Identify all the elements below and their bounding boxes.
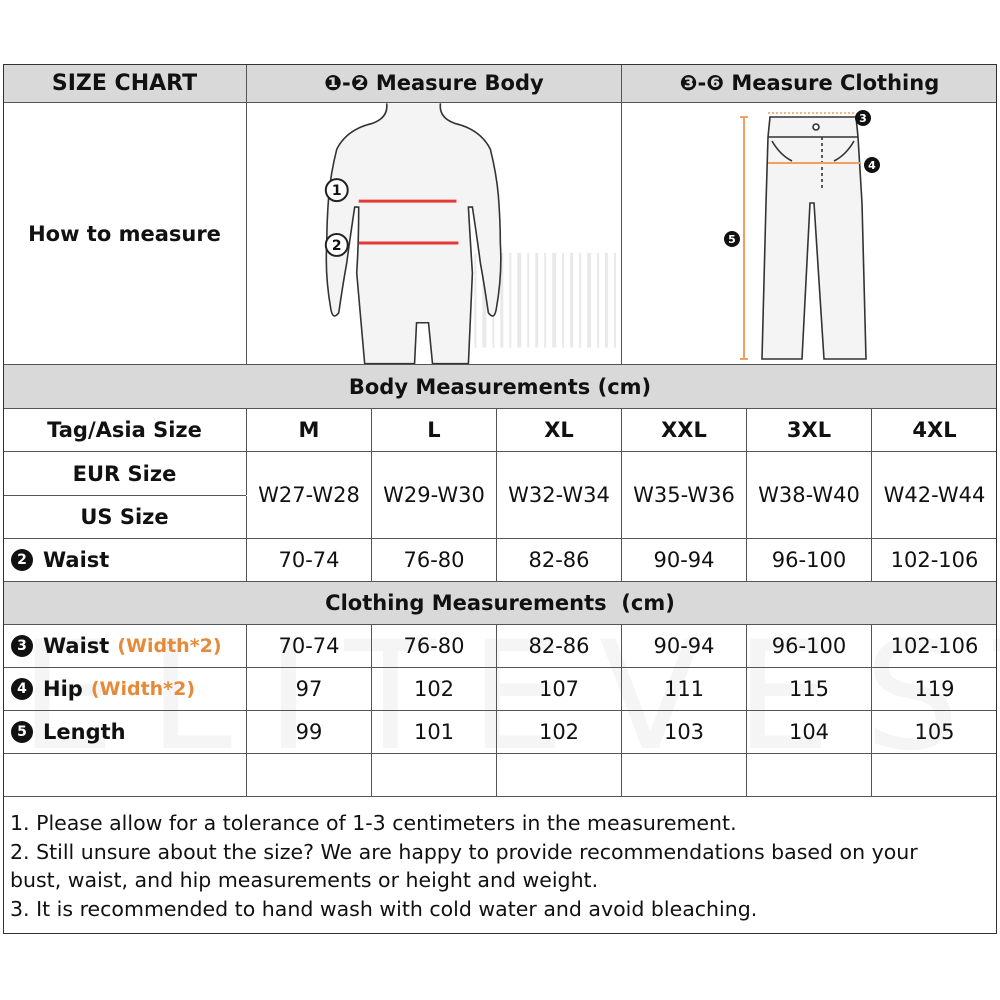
clothing-length-value: 104 (747, 711, 872, 753)
clothing-waist-value: 102-106 (890, 634, 979, 658)
body-marker-2: 2 (331, 237, 342, 254)
clothing-length-value: 103 (622, 711, 747, 753)
clothing-waist-value: 70-74 (247, 625, 372, 667)
body-waist-value: 70-74 (247, 539, 372, 581)
number-4-icon: 4 (11, 678, 33, 700)
clothing-hip-label: Hip (43, 677, 83, 701)
size-xl: XL (497, 409, 622, 451)
measure-body-heading: ❶-❷ Measure Body (247, 64, 622, 102)
clothing-waist-label: Waist (43, 634, 110, 658)
number-5-icon: 5 (11, 721, 33, 743)
table-border (3, 64, 997, 934)
body-measurements-title: Body Measurements (cm) (348, 374, 652, 399)
body-waist-value: 76-80 (372, 539, 497, 581)
tag-size-label: Tag/Asia Size (3, 409, 247, 451)
eur-size-label: EUR Size (3, 452, 247, 495)
eur-us-value: W27-W28 (247, 452, 372, 538)
size-xxl: XXL (622, 409, 747, 451)
eur-us-value: W42-W44 (883, 483, 986, 507)
clothing-waist-value: 76-80 (372, 625, 497, 667)
clothing-hip-value: 119 (914, 677, 955, 701)
how-to-measure-label: How to measure (3, 103, 247, 364)
clothing-marker-4: 4 (868, 159, 876, 172)
number-3-icon: 3 (11, 635, 33, 657)
eur-us-value: W35-W36 (622, 452, 747, 538)
size-l: L (372, 409, 497, 451)
note-line: 1. Please allow for a tolerance of 1-3 centimeters in the measurement. (10, 811, 737, 835)
number-2-icon: 2 (11, 549, 33, 571)
width-note: (Width*2) (90, 678, 196, 700)
clothing-waist-value: 96-100 (747, 625, 872, 667)
body-waist-value: 96-100 (747, 539, 872, 581)
clothing-hip-value: 111 (622, 668, 747, 710)
eur-us-value: W38-W40 (747, 452, 872, 538)
clothing-length-value: 99 (247, 711, 372, 753)
size-3xl: 3XL (747, 409, 872, 451)
size-m: M (247, 409, 372, 451)
eur-us-value: W32-W34 (497, 452, 622, 538)
body-waist-value: 82-86 (497, 539, 622, 581)
size-chart-table (3, 64, 997, 934)
body-waist-value: 102-106 (890, 548, 979, 572)
body-waist-label: Waist (43, 548, 110, 572)
measure-clothing-heading: ❸-❻ Measure Clothing (679, 71, 940, 95)
note-line: bust, waist, and hip measurements or height and weight. (10, 868, 599, 892)
eur-us-value: W29-W30 (372, 452, 497, 538)
size-4xl: 4XL (912, 418, 957, 442)
clothing-marker-5: 5 (728, 233, 736, 246)
clothing-hip-value: 115 (747, 668, 872, 710)
note-line: 3. It is recommended to hand wash with cold water and avoid bleaching. (10, 896, 758, 921)
clothing-length-value: 102 (497, 711, 622, 753)
clothing-waist-value: 82-86 (497, 625, 622, 667)
us-size-label: US Size (3, 496, 247, 538)
clothing-marker-3: 3 (859, 112, 867, 125)
clothing-length-value: 105 (914, 720, 955, 744)
clothing-measurements-title: Clothing Measurements (cm) (325, 591, 675, 615)
body-marker-1: 1 (331, 183, 342, 200)
clothing-length-value: 101 (372, 711, 497, 753)
clothing-hip-value: 97 (247, 668, 372, 710)
clothing-waist-value: 90-94 (622, 625, 747, 667)
width-note: (Width*2) (117, 635, 222, 657)
clothing-hip-value: 102 (372, 668, 497, 710)
size-chart-title: SIZE CHART (3, 64, 247, 102)
clothing-length-label: Length (43, 720, 126, 744)
note-line: 2. Still unsure about the size? We are happy to provide recommendations based on your (10, 839, 918, 864)
clothing-hip-value: 107 (497, 668, 622, 710)
body-waist-value: 90-94 (622, 539, 747, 581)
